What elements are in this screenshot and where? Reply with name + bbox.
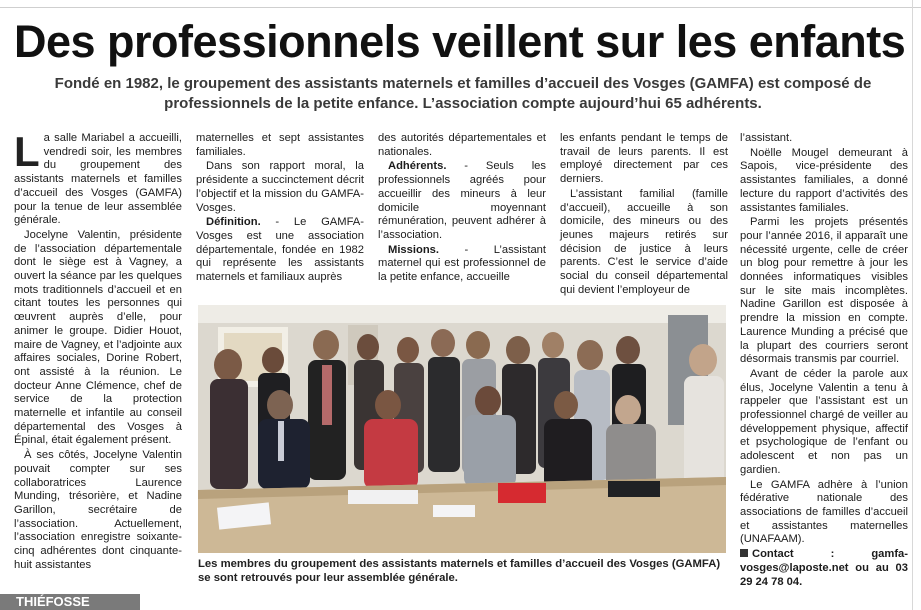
- paragraph: À ses côtés, Jocelyne Valentin pouvait compter sur ses collaboratrices Laurence Munding, trésorière, et Nadine Garillon, secrétaire de l’association. Actuellement, l’association enregistre soixante-cinq adhérentes dont cinquante-huit assistantes: [14, 449, 182, 571]
- page-edge-rule: [912, 0, 913, 610]
- article-column-5: [740, 132, 908, 590]
- paragraph: maternelles et sept assistantes familiales.: [196, 132, 364, 158]
- drop-cap: L: [14, 128, 40, 175]
- paragraph: L’assistant familial (famille d’accueil), accueille à son domicile, des mineurs ou des jeunes majeurs retirés sur décision de justice à leurs parents. C’est le service d’aide social du conseil départemental qui devient l’employeur de: [560, 187, 728, 296]
- article-column-1: [14, 128, 182, 574]
- top-rule: [0, 7, 921, 8]
- paragraph: les enfants pendant le temps de travail de leurs parents. Il est employé directement par ces derniers.: [560, 132, 728, 186]
- article-column-2: [196, 132, 364, 286]
- paragraph: Parmi les projets présentés pour l’année 2016, il apparaît une nécessité urgente, celle de créer un blog pour remettre à jour les données informatiques visibles sur le site mais incomplètes. Nadine Garillon est disposée à prendre la mission en compte. Laurence Munding a précisé que la plupart des courriers seront désormais transmis par courriel.: [740, 216, 908, 366]
- bullet-square-icon: [740, 549, 748, 557]
- contact-line: Contact : gamfa-vosges@laposte.net ou au 03 29 24 78 04.: [740, 548, 908, 588]
- group-photo-illustration: [198, 305, 726, 553]
- paragraph: La salle Mariabel a accueilli, vendredi soir, les membres du groupement des assistants maternels et familles d’accueil des Vosges (GAMFA) pour la tenue de leur assemblée générale.: [14, 128, 182, 227]
- standfirst: Fondé en 1982, le groupement des assistants maternels et familles d’accueil des Vosges (GAMFA) est composé de professionnels de la petite enfance. L’association compte aujourd’hui 65 adhérents.: [54, 75, 872, 112]
- paragraph: des autorités départementales et nationales.: [378, 132, 546, 158]
- section-lead: Missions.: [388, 243, 439, 256]
- paragraph: Adhérents. - Seuls les professionnels agréés pour accueillir des mineurs à leur domicile moyennant rémunération, peuvent adhérer à l’association.: [378, 160, 546, 241]
- article-column-4: [560, 132, 728, 298]
- paragraph: Noëlle Mougel demeurant à Sapois, vice-présidente des assistantes familiales, a donné lecture du rapport d’activités des assistantes familiales.: [740, 146, 908, 214]
- paragraph: Missions. - L’assistant maternel qui est professionnel de la petite enfance, accueille: [378, 243, 546, 284]
- paragraph: Jocelyne Valentin, présidente de l’association départementale dont le siège est à Vagney, a ouvert la séance par les quelques mots traditionnels d’accueil et en citant toutes les personnes qui œuvrent auprès d’elle, pour animer le groupe. Didier Houot, maire de Vagney, et l’adjointe aux affaires sociales, Dorine Robert, ont assisté à la réunion. Le docteur Anne Clémence, chef de service de la protection maternelle et infantile au conseil départemental des Vosges à Épinal, était également présent.: [14, 228, 182, 447]
- paragraph: Définition. - Le GAMFA-Vosges est une association départementale, fondée en 1982 qui représente les assistants maternels et familiaux auprès: [196, 216, 364, 284]
- headline: Des professionnels veillent sur les enfants: [14, 16, 906, 67]
- section-lead: Définition.: [206, 216, 261, 229]
- paragraph: Le GAMFA adhère à l’union fédérative nationale des associations de familles d’accueil et assistantes maternelles (UNAFAAM).: [740, 478, 908, 546]
- group-photo: [198, 305, 726, 553]
- paragraph: l’assistant.: [740, 132, 793, 144]
- paragraph: Avant de céder la parole aux élus, Jocelyne Valentin a tenu à rappeler que l’assistant est un professionnel chargé de veiller au développement physique, affectif et psychologique de l’enfant ou adolescent et non pas un gardien.: [740, 367, 908, 476]
- photo-caption: Les membres du groupement des assistants maternels et familles d’accueil des Vosges (GAMFA) se sont retrouvés pour leur assemblée générale.: [198, 558, 721, 584]
- article-column-3: [378, 132, 546, 286]
- location-tag: THIÉFOSSE: [0, 594, 140, 610]
- paragraph: Dans son rapport moral, la présidente a succinctement décrit l’objectif et la mission du GAMFA-Vosges.: [196, 160, 364, 214]
- section-lead: Adhérents.: [388, 160, 447, 173]
